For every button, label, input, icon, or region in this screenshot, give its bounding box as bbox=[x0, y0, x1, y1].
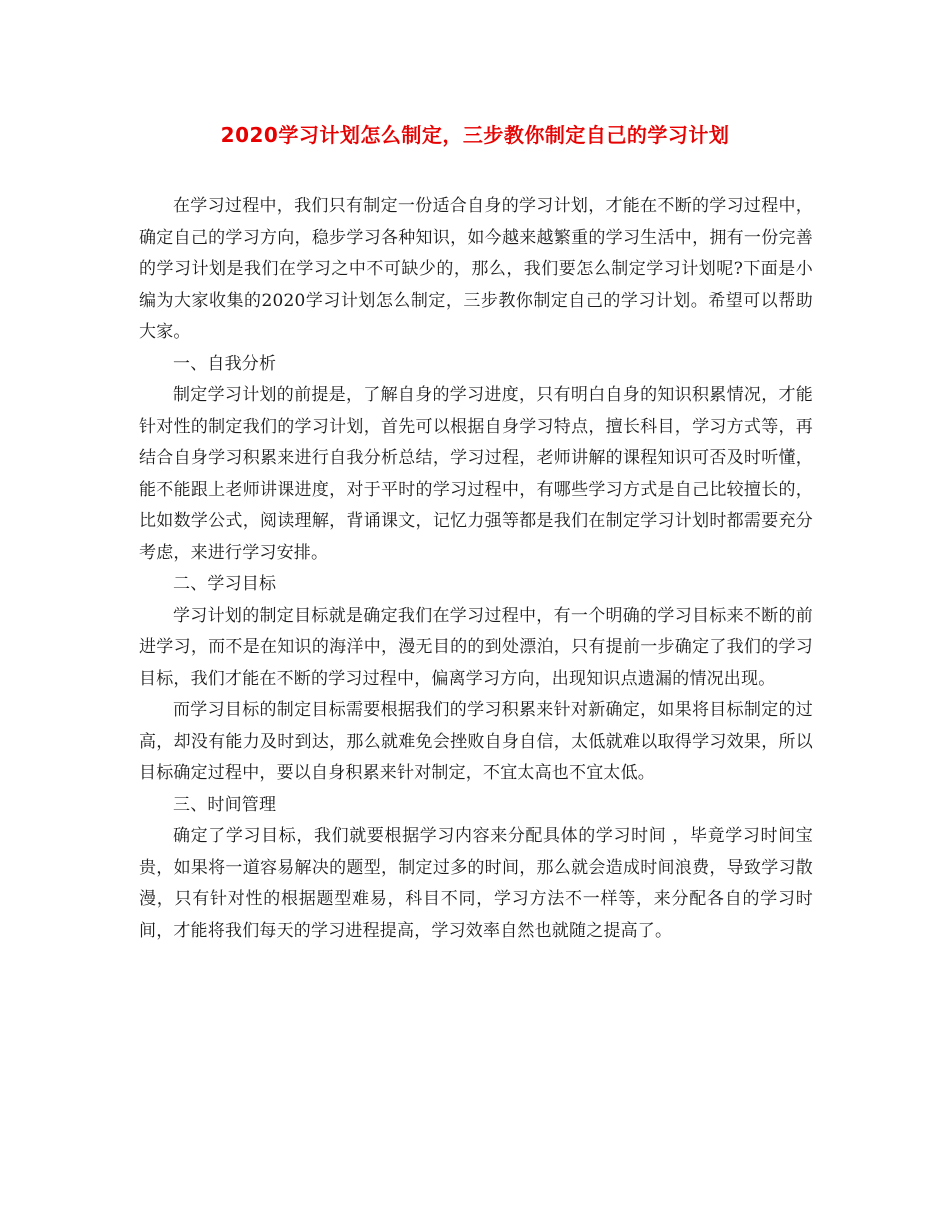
paragraph-self-analysis: 制定学习计划的前提是，了解自身的学习进度，只有明白自身的知识积累情况，才能针对性的制定我们的学习计划，首先可以根据自身学习特点，擅长科目，学习方式等，再结合自身学习积累来进行自我分析总结，学习过程，老师讲解的课程知识可否及时听懂，能不能跟上老师讲课进度，对于平时的学习过程中，有哪些学习方式是自己比较擅长的，比如数学公式，阅读理解，背诵课文，记忆力强等都是我们在制定学习计划时都需要充分考虑，来进行学习安排。 bbox=[139, 385, 813, 563]
paragraph-learning-goals-2: 而学习目标的制定目标需要根据我们的学习积累来针对新确定，如果将目标制定的过高，却没有能力及时到达，那么就难免会挫败自身自信，太低就难以取得学习效果，所以目标确定过程中，要以自身积累来针对制定，不宜太高也不宜太低。 bbox=[139, 700, 813, 783]
paragraph-intro: 在学习过程中，我们只有制定一份适合自身的学习计划，才能在不断的学习过程中，确定自己的学习方向，稳步学习各种知识，如今越来越繁重的学习生活中，拥有一份完善的学习计划是我们在学习之中不可缺少的，那么，我们要怎么制定学习计划呢?下面是小编为大家收集的2020学习计划怎么制定，三步教你制定自己的学习计划。希望可以帮助大家。 bbox=[139, 196, 813, 342]
section-heading-self-analysis: 一、自我分析 bbox=[173, 353, 277, 374]
document-title: 2020学习计划怎么制定，三步教你制定自己的学习计划 bbox=[220, 123, 730, 147]
document-body bbox=[139, 191, 813, 947]
paragraph-time-management: 确定了学习目标，我们就要根据学习内容来分配具体的学习时间 ，毕竟学习时间宝贵，如果将一道容易解决的题型，制定过多的时间，那么就会造成时间浪费，导致学习散漫，只有针对性的根据题型难易，科目不同，学习方法不一样等，来分配各自的学习时间，才能将我们每天的学习进程提高，学习效率自然也就随之提高了。 bbox=[139, 826, 813, 941]
section-heading-learning-goals: 二、学习目标 bbox=[173, 574, 277, 594]
paragraph-learning-goals-1: 学习计划的制定目标就是确定我们在学习过程中，有一个明确的学习目标来不断的前进学习，而不是在知识的海洋中，漫无目的的到处漂泊，只有提前一步确定了我们的学习目标，我们才能在不断的学习过程中，偏离学习方向，出现知识点遗漏的情况出现。 bbox=[139, 605, 813, 689]
section-heading-time-management: 三、时间管理 bbox=[173, 794, 277, 815]
